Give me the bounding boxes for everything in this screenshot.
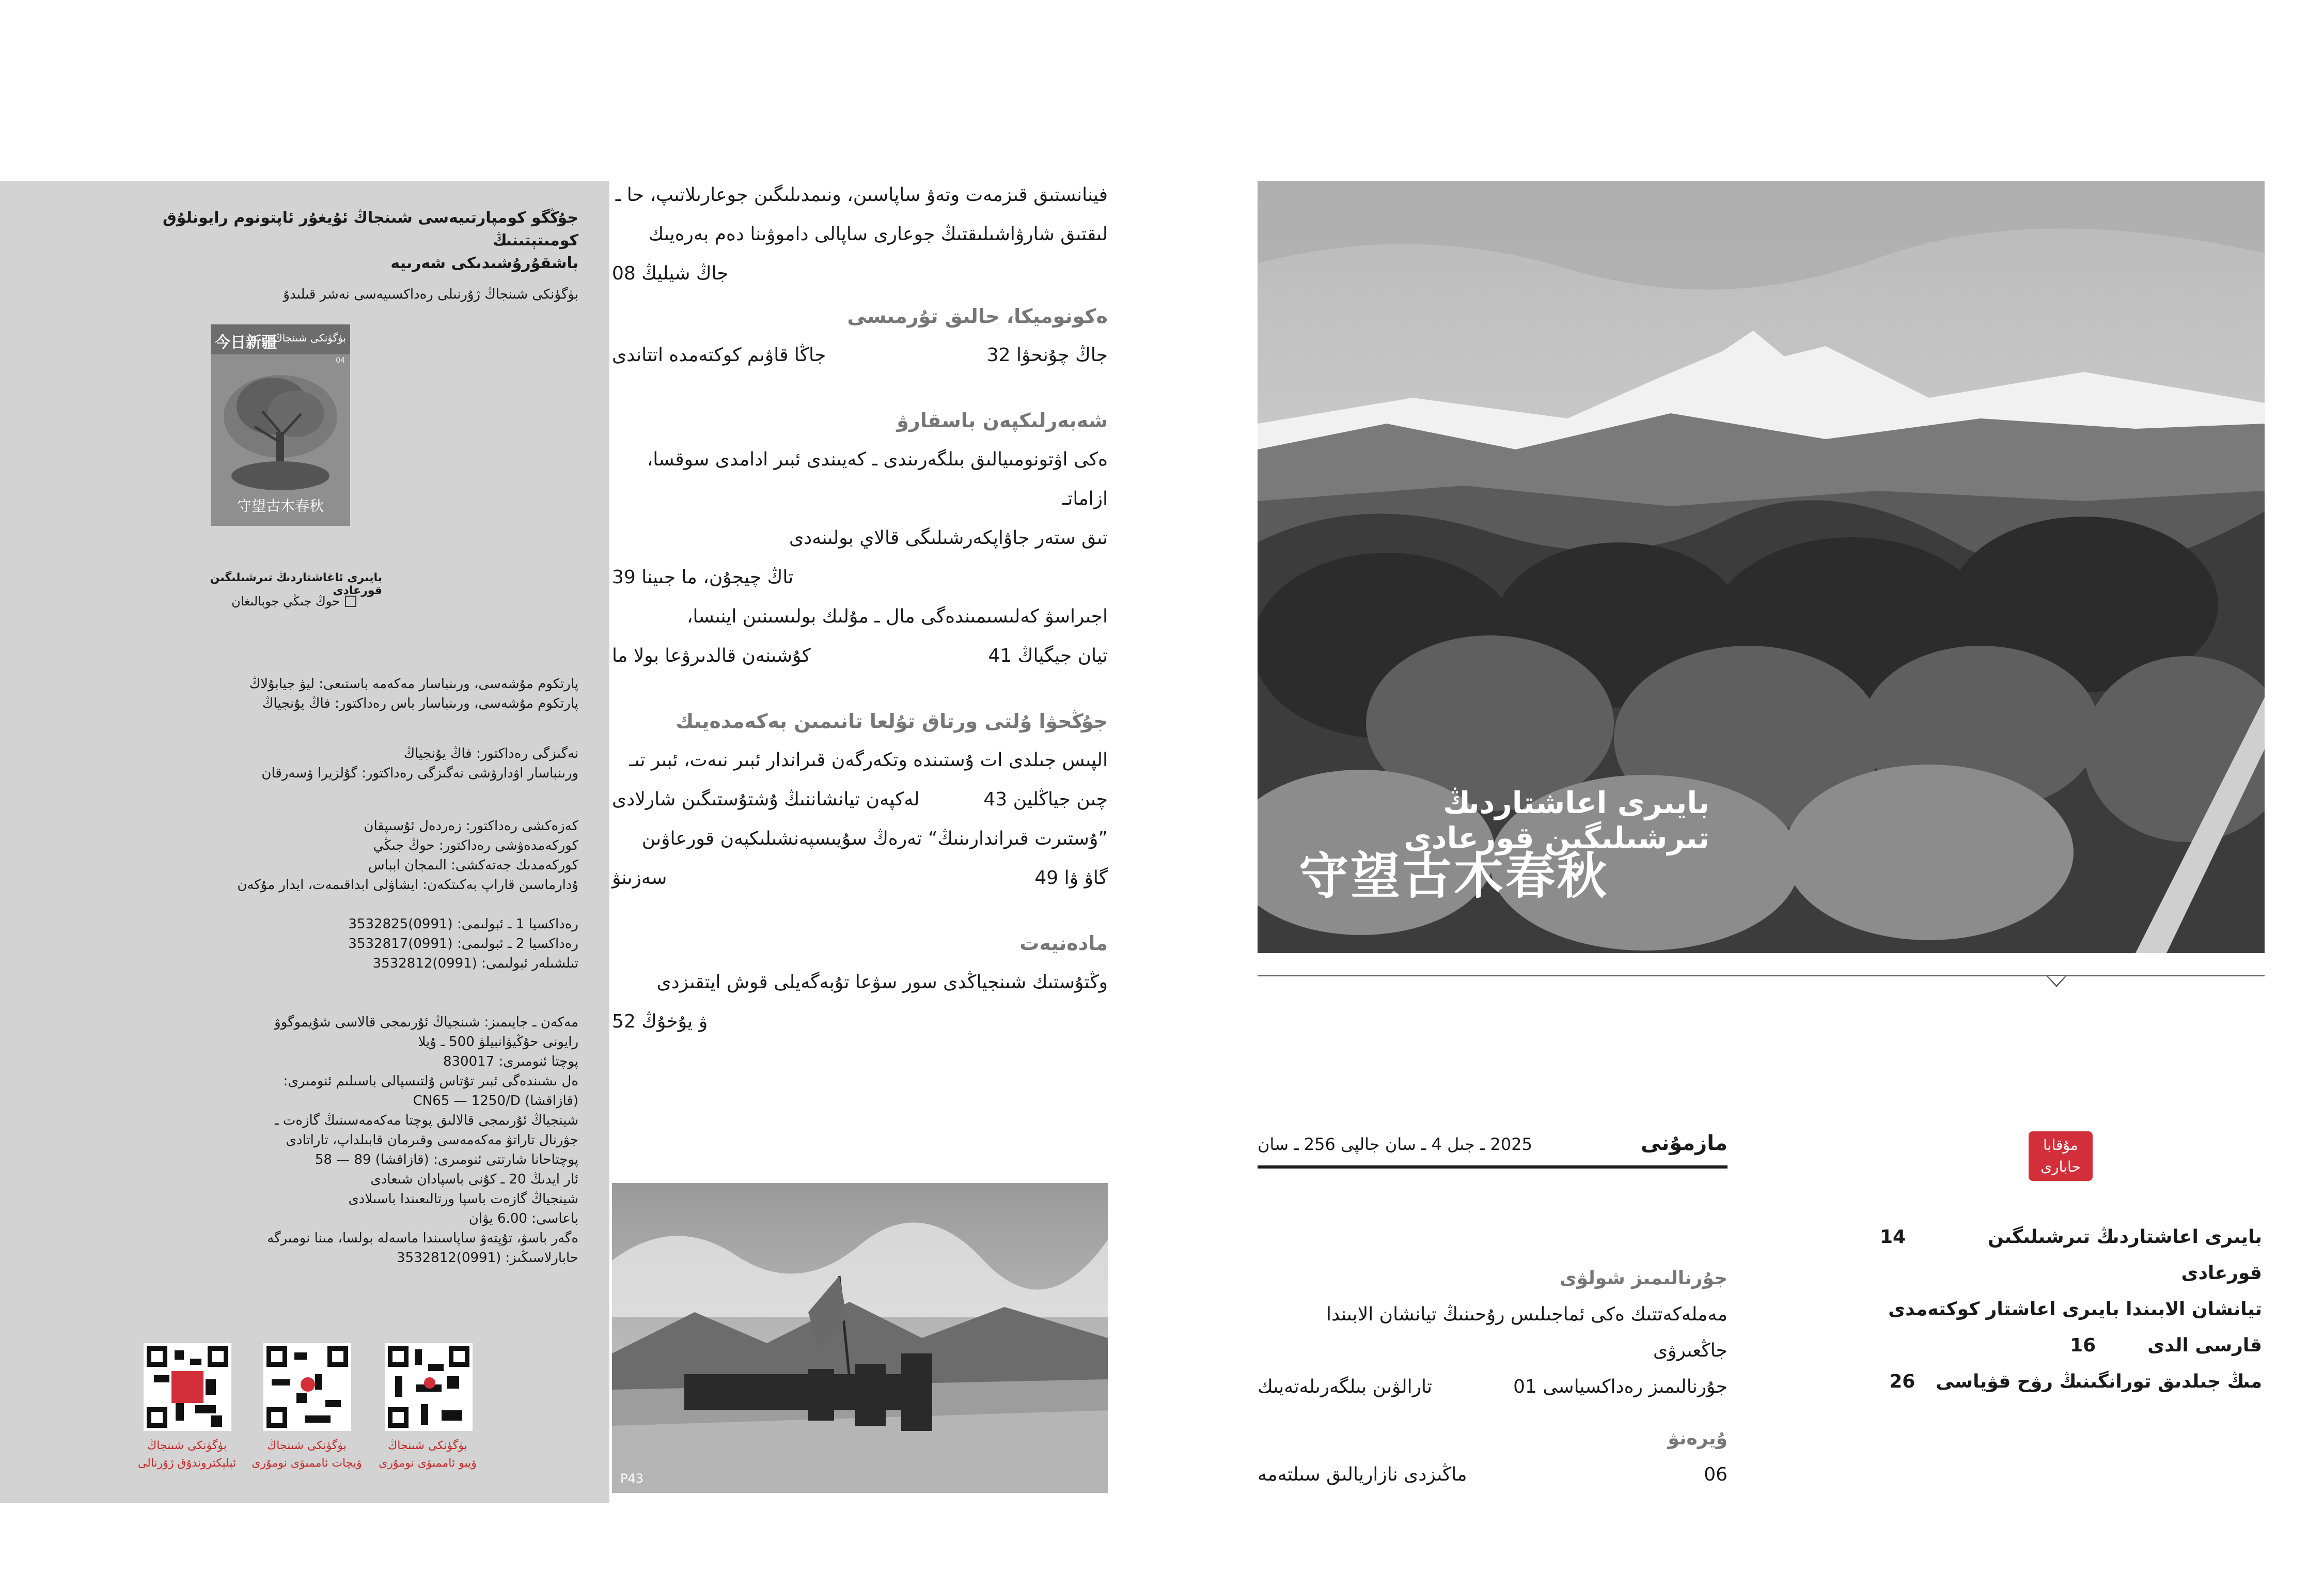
- staff-line: كوركەمدەۋشى رەداكتور: حوڭ جىڭي: [373, 838, 578, 853]
- toc-article-author: جۇرنالىمىز رەداكسياسى: [1543, 1376, 1728, 1397]
- cover-story-item[interactable]: [1880, 1364, 2262, 1400]
- article-entry[interactable]: [612, 1002, 1108, 1041]
- publisher-subtitle: بۈگۈنكى شىنجاڭ ژۇرنىلى رەداكسىيەسى نەشر قىلىدۇ: [283, 287, 578, 302]
- article-line: ەكى اۋتونومىيالىق بىلگەرىندى ـ كەيىندى ئبىر ادامدى سوقسا، ازاماتـ: [647, 449, 1108, 509]
- staff-line: پارتكوم مۇشەسى، ورىنباسار باس رەداكتور: فاڭ يۇنجياڭ: [262, 696, 578, 711]
- masthead-column: [0, 181, 609, 1503]
- publisher-block: [72, 207, 578, 305]
- toc-issue-info: 2025 ـ جىل 4 ـ سان جالپى 256 ـ سان: [1258, 1134, 1532, 1154]
- cover-tree-illustration: [211, 354, 350, 499]
- staff-line: كەزەكشى رەداكتور: زەردەل ئۇسىپقان: [364, 818, 578, 834]
- article-entry[interactable]: [612, 636, 1108, 676]
- cover-story-list: [1880, 1219, 2262, 1400]
- staff-line: كوركەمدىك جەتەكشى: الىمجان ابباس: [368, 858, 578, 873]
- cover-thumbnail: [211, 324, 350, 526]
- qr-code-1[interactable]: [144, 1343, 231, 1431]
- article-title: كۇشىنەن قالدىرۋعا بولا ما: [612, 645, 811, 666]
- address-line: ئار ايدىڭ 20 ـ كۇنى باسپادان شىعادى: [370, 1172, 578, 1187]
- qr-label-3: بۈگۈنكى شىنجاڭ ۋيبو ئاممىۋى نومۇرى: [379, 1439, 477, 1470]
- toc-article-entry[interactable]: [1258, 1369, 1728, 1405]
- article-author: تاڭ چيجۇن، ما جىينا: [641, 567, 794, 588]
- address-block: [72, 1013, 578, 1268]
- toc-article-line[interactable]: مەملەكەتتىك ەكى ئماجىلىس رۇحىنىڭ تيانشان الابىندا جاڭعىرۋى: [1326, 1304, 1728, 1361]
- article-line: وڭتۇستىك شىنجياڭدى سور سۋعا تۇبەگەيلى قوش ايتقىزدى: [656, 972, 1108, 993]
- cover-masthead-ug: بۈگۈنكى شىنجاڭ: [274, 332, 346, 344]
- article-entry[interactable]: [612, 254, 1108, 293]
- toc-article-tail: تارالۋىن بىلگەرىلەتەيىك: [1258, 1376, 1432, 1397]
- photo-page-label: P43: [620, 1471, 644, 1486]
- phone-line: رەداكسيا 2 ـ ئبولىمى: (0991)3532817: [348, 936, 578, 952]
- cover-issue-number: 04: [336, 356, 345, 365]
- cover-story-title: قارسى الدى: [2147, 1335, 2262, 1356]
- badge-line-2: حابارى: [2040, 1158, 2081, 1175]
- staff-line: ورىنباسار اۋدارۋشى نەگىزگى رەداكتور: گۇلزيرا ۋسەرقان: [261, 766, 578, 781]
- article-line: ”ۇستىرت قىراندارىنىڭ“ تەرەڭ سۇيىسپەنشىلىكپەن قورعاۋىن: [641, 828, 1108, 849]
- staff-line: نەگىزگى رەداكتور: فاڭ يۇنجياڭ: [403, 746, 578, 761]
- badge-line-1: مۇقابا: [2043, 1136, 2078, 1154]
- address-line: پوچتاحانا شارتتى ئنومىرى: (قازاقشا) 89 — 58: [315, 1152, 578, 1167]
- article-author: چىن جياڭلين: [1013, 789, 1108, 810]
- toc-section-heading: ۇيرەنۋ: [1668, 1428, 1728, 1449]
- section-heading: ەكونوميكا، حالىق تۇرمىسى: [847, 305, 1108, 328]
- toc-label: مازمۇنى: [1640, 1131, 1728, 1155]
- article-entry[interactable]: [612, 558, 1108, 597]
- article-line: اجىراسۋ كەلىسىمىندەگى مال ـ مۇلىك بولىسىنىن اينىسا،: [686, 606, 1108, 627]
- article-author: ۋ يۇخۇڭ: [641, 1011, 708, 1032]
- article-title: جاڭا قاۋىم كوكتەمدە اتتاندى: [612, 345, 826, 366]
- qr-code-3[interactable]: [385, 1343, 473, 1431]
- address-line: پوچتا ئنومىرى: 830017: [443, 1054, 578, 1069]
- address-line: مەكەن ـ جايىمىز: شىنجياڭ ئۇرىمجى قالاسى شۇيموگوۋ: [274, 1015, 578, 1030]
- cover-photographer: حوڭ جىڭي جوبالىغان: [231, 594, 340, 609]
- cover-caption-cn: 守望古木春秋: [237, 497, 324, 515]
- article-author: تيان جيگياڭ: [1017, 645, 1108, 666]
- cover-photo-credit: [207, 594, 356, 609]
- address-line: جۋرنال تاراتۋ مەكەمەسى وقىرمان قابىلداپ، تاراتادى: [286, 1132, 578, 1148]
- article-entry[interactable]: [612, 780, 1108, 819]
- staff-list-3: [72, 816, 578, 895]
- address-line: شينجياڭ ئۇرىمجى قالالىق پوچتا مەكەمەسىنىڭ گازەت ـ: [275, 1113, 578, 1128]
- phone-line: تىلشىلەر ئبولىمى: (0991)3532812: [372, 956, 578, 971]
- toc-header: [1258, 1131, 1728, 1169]
- article-line: الپىس جىلدى ات ۇستىندە وتكەرگەن قىراندار ئبىر نىەت، ئبىر تىـ: [629, 750, 1108, 771]
- cover-story-item[interactable]: [1880, 1328, 2262, 1364]
- section-heading: شەبەرلىكپەن باسقارۋ: [897, 409, 1108, 432]
- toc-section-heading: جۇرنالىمىز شولۋى: [1559, 1268, 1728, 1289]
- article-line: سەزىنۋ: [612, 867, 667, 889]
- toc-article-tail: ماڭىزدى نازاريالىق سىلتەمە: [1258, 1464, 1467, 1485]
- cover-story-badge: [2029, 1131, 2093, 1181]
- publisher-title-2: باشقۇرۇشىدىكى شەرىيە: [390, 254, 578, 272]
- staff-list-2: [72, 744, 578, 783]
- hero-title-cn: 守望古木春秋: [1299, 847, 1609, 905]
- article-author: گاۋ ۋا: [1064, 867, 1108, 889]
- toc-article-entry[interactable]: [1258, 1457, 1728, 1493]
- toc-list: [1258, 1260, 1728, 1493]
- cover-story-page: 26: [1889, 1371, 1915, 1392]
- cover-caption-ug: بايىرى ئاغاشتاردىڭ تىرشىلىگىن قورعادى: [210, 571, 382, 597]
- article-page-number: 52: [612, 1011, 636, 1032]
- address-line: (قازاقشا) CN65 — 1250/D: [413, 1093, 578, 1109]
- cover-masthead-cn: 今日新疆: [215, 334, 277, 352]
- address-line: شينجياڭ گازەت باسپا ورتالىعىندا باسىلادى: [348, 1191, 578, 1207]
- address-line: ەگەر باسۋ، تۇپتەۋ ساپاسىندا ماسەلە بولسا، مىنا نومىرگە: [267, 1231, 578, 1246]
- cover-story-item[interactable]: [1880, 1219, 2262, 1291]
- article-line: لىقتىق شارۋاشىلىقتىڭ جوعارى ساپالى داموۋىنا دەم بەرەيىك: [648, 224, 1108, 245]
- section-heading: جۇڭحۋا ۇلتى ورتاق تۇلعا تانىمىن بەكەمدەيىك: [676, 710, 1108, 733]
- article-entry[interactable]: [612, 336, 1108, 375]
- staff-line: ۇدارماسىن قاراپ بەكىتكەن: ايشاۋلى ابداقىمەت، ايدار مۇكەن: [237, 877, 578, 893]
- riders-photo: [612, 1183, 1108, 1493]
- cover-story-title: بايىرى اعاشتاردىڭ تىرشىلىگىن قورعادى: [1988, 1226, 2262, 1284]
- staff-line: پارتكوم مۇشەسى، ورىنباسار مەكەمە باستىعى: ليۋ جيابۇلاڭ: [249, 676, 578, 692]
- qr-label-2: بۈگۈنكى شىنجاڭ ۋيچات ئاممىۋى نومۇرى: [252, 1439, 362, 1470]
- article-page-number: 41: [988, 645, 1012, 666]
- section-heading: مادەنيەت: [1019, 932, 1108, 955]
- article-author: جاڭ شيليڭ: [641, 263, 729, 284]
- article-line: تىق ستەر جاۋاپكەرشىلىگى قالاي بولىنەدى: [789, 527, 1108, 549]
- hero-title-ug: بايىرى اعاشتاردىڭ تىرشىلىگىن قورعادى: [1404, 785, 1709, 855]
- article-page-number: 39: [612, 567, 636, 588]
- address-line: ەل ىشىندەگى ئبىر تۇتاس ۇلتىسپالى باسىلىم ئنومىرى:: [283, 1073, 578, 1089]
- staff-list-1: [72, 674, 578, 713]
- qr-label-1: بۈگۈنكى شىنجاڭ ئېلېكتروندۇق ژۇرنالى: [137, 1439, 237, 1470]
- toc-page-number: 01: [1513, 1376, 1537, 1397]
- phone-line: رەداكسيا 1 ـ ئبولىمى: (0991)3532825: [348, 916, 578, 932]
- address-line: رايونى حۇڭيۋانبيلۋ 500 ـ ۇيلا: [418, 1034, 578, 1050]
- toc-page-number: 06: [1704, 1464, 1728, 1485]
- article-page-number: 43: [983, 789, 1008, 810]
- qr-code-2[interactable]: [263, 1343, 351, 1431]
- article-page-number: 32: [986, 345, 1011, 366]
- article-author: جاڭ چۇنحۋا: [1016, 345, 1108, 366]
- phone-list: [72, 914, 578, 973]
- cover-story-page: 16: [2070, 1335, 2096, 1356]
- address-line: باعاسى: 6.00 يۋان: [468, 1211, 578, 1226]
- hero-landscape-photo: [1258, 181, 2265, 953]
- article-page-number: 49: [1034, 867, 1059, 889]
- article-page-number: 08: [612, 263, 636, 284]
- cover-story-title: مىڭ جىلدىق تورانگىنىڭ رۋح قۋياسى: [1936, 1371, 2262, 1392]
- divider-line: [1258, 975, 2265, 976]
- divider-pointer-fill: [2048, 976, 2065, 985]
- address-line: حابارلاسىڭىز: (0991)3532812: [396, 1250, 578, 1266]
- cover-story-page: 14: [1880, 1226, 1906, 1248]
- article-entry[interactable]: [612, 859, 1108, 898]
- cover-story-item[interactable]: [1880, 1291, 2262, 1328]
- toc-underline: [1258, 1165, 1728, 1169]
- publisher-title-1: جۇڭگو كومپارتىيەسى شىنجاڭ ئۇيغۇر ئاپتونوم رايونلۇق كومىتېتىنىڭ: [162, 209, 578, 250]
- article-line: لەكپەن تيانشاننىڭ ۇشتۇستىگىن شارلادى: [612, 789, 920, 810]
- middle-toc-column: [612, 176, 1108, 1041]
- article-line: فينانستىق قىزمەت وتەۋ ساپاسىن، ونىمدىلىگىن جوعارىلاتىپ، حا ـ: [615, 184, 1108, 206]
- cover-story-title: تيانشان الابىندا بايىرى اعاشتار كوكتەمدى: [1888, 1299, 2262, 1320]
- checkbox-icon: [345, 596, 356, 607]
